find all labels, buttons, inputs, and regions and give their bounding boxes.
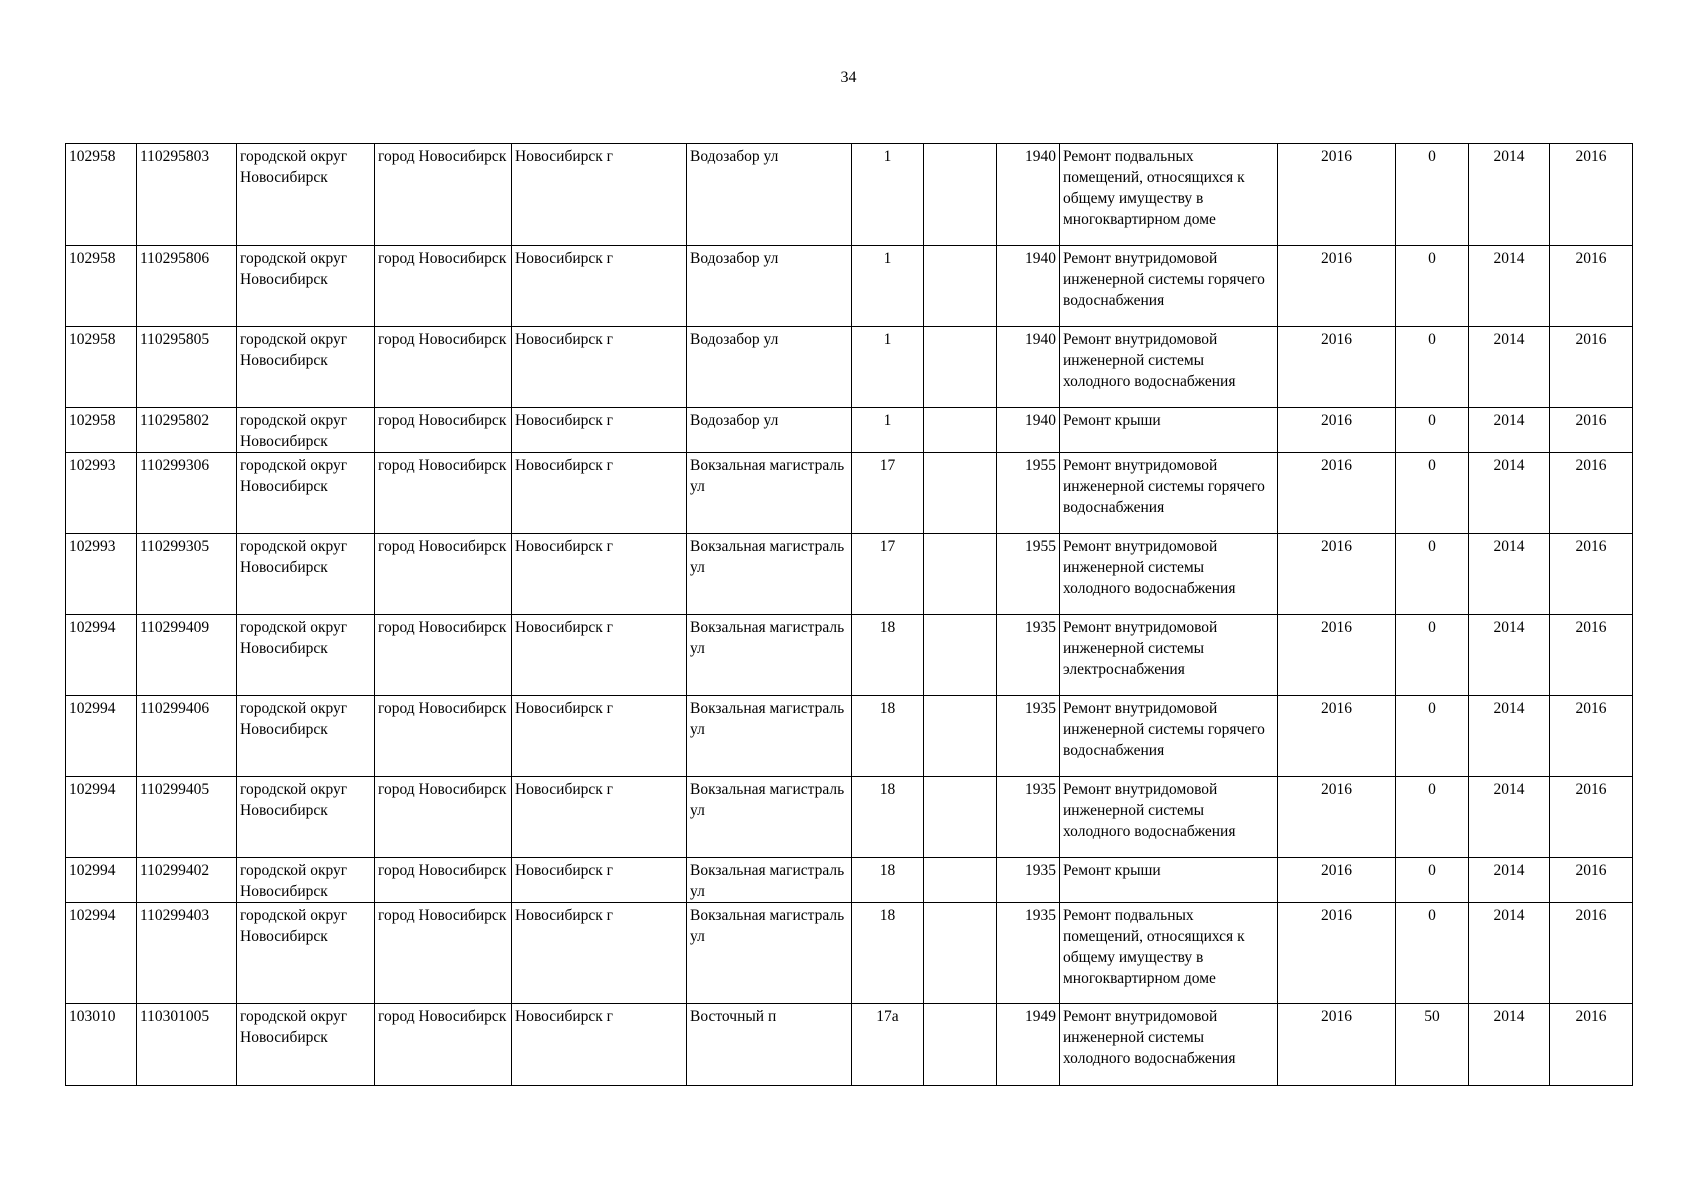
record-id-cell: 102994 [66,903,137,1004]
work-type-cell: Ремонт внутридомовой инженерной системы горячего водоснабжения [1060,453,1278,534]
house-number-cell: 1 [852,246,924,327]
municipality-cell: городской округ Новосибирск [237,777,375,858]
percent-cell: 0 [1396,615,1469,696]
settlement-cell: город Новосибирск [375,1004,512,1086]
start-year-cell: 2014 [1469,144,1550,246]
building-cell [924,144,997,246]
house-number-cell: 18 [852,777,924,858]
settlement-cell: город Новосибирск [375,327,512,408]
end-year-cell: 2016 [1550,615,1633,696]
municipality-cell: городской округ Новосибирск [237,453,375,534]
percent-cell: 0 [1396,246,1469,327]
building-cell [924,453,997,534]
year-built-cell: 1935 [997,903,1060,1004]
year-built-cell: 1935 [997,615,1060,696]
settlement-cell: город Новосибирск [375,696,512,777]
municipality-cell: городской округ Новосибирск [237,327,375,408]
plan-year-cell: 2016 [1278,453,1396,534]
start-year-cell: 2014 [1469,534,1550,615]
record-id-cell: 103010 [66,1004,137,1086]
locality-cell: Новосибирск г [512,246,687,327]
page-number: 34 [840,69,857,86]
house-number-cell: 1 [852,327,924,408]
table-row [66,534,1633,615]
table-row [66,327,1633,408]
table-row [66,408,1633,453]
percent-cell: 0 [1396,144,1469,246]
start-year-cell: 2014 [1469,246,1550,327]
start-year-cell: 2014 [1469,777,1550,858]
settlement-cell: город Новосибирск [375,246,512,327]
building-cell [924,615,997,696]
end-year-cell: 2016 [1550,453,1633,534]
item-id-cell: 110299409 [137,615,237,696]
percent-cell: 0 [1396,534,1469,615]
item-id-cell: 110295805 [137,327,237,408]
start-year-cell: 2014 [1469,1004,1550,1086]
work-type-cell: Ремонт внутридомовой инженерной системы холодного водоснабжения [1060,534,1278,615]
locality-cell: Новосибирск г [512,858,687,903]
street-cell: Восточный п [687,1004,852,1086]
table-row [66,777,1633,858]
year-built-cell: 1955 [997,534,1060,615]
record-id-cell: 102994 [66,696,137,777]
percent-cell: 0 [1396,777,1469,858]
record-id-cell: 102994 [66,615,137,696]
municipality-cell: городской округ Новосибирск [237,1004,375,1086]
street-cell: Вокзальная магистраль ул [687,453,852,534]
item-id-cell: 110295802 [137,408,237,453]
street-cell: Вокзальная магистраль ул [687,777,852,858]
plan-year-cell: 2016 [1278,144,1396,246]
municipality-cell: городской округ Новосибирск [237,903,375,1004]
item-id-cell: 110295803 [137,144,237,246]
plan-year-cell: 2016 [1278,408,1396,453]
year-built-cell: 1949 [997,1004,1060,1086]
building-cell [924,903,997,1004]
record-id-cell: 102994 [66,777,137,858]
plan-year-cell: 2016 [1278,858,1396,903]
street-cell: Вокзальная магистраль ул [687,615,852,696]
percent-cell: 0 [1396,408,1469,453]
work-type-cell: Ремонт внутридомовой инженерной системы электроснабжения [1060,615,1278,696]
end-year-cell: 2016 [1550,696,1633,777]
record-id-cell: 102994 [66,858,137,903]
plan-year-cell: 2016 [1278,1004,1396,1086]
municipality-cell: городской округ Новосибирск [237,246,375,327]
percent-cell: 0 [1396,858,1469,903]
settlement-cell: город Новосибирск [375,777,512,858]
record-id-cell: 102958 [66,327,137,408]
percent-cell: 0 [1396,903,1469,1004]
locality-cell: Новосибирск г [512,408,687,453]
building-cell [924,777,997,858]
year-built-cell: 1940 [997,327,1060,408]
item-id-cell: 110299305 [137,534,237,615]
work-type-cell: Ремонт подвальных помещений, относящихся к общему имуществу в многоквартирном доме [1060,903,1278,1004]
house-number-cell: 18 [852,615,924,696]
work-type-cell: Ремонт внутридомовой инженерной системы горячего водоснабжения [1060,246,1278,327]
percent-cell: 0 [1396,327,1469,408]
locality-cell: Новосибирск г [512,615,687,696]
settlement-cell: город Новосибирск [375,858,512,903]
building-cell [924,1004,997,1086]
work-type-cell: Ремонт внутридомовой инженерной системы холодного водоснабжения [1060,1004,1278,1086]
item-id-cell: 110299306 [137,453,237,534]
year-built-cell: 1940 [997,144,1060,246]
settlement-cell: город Новосибирск [375,534,512,615]
end-year-cell: 2016 [1550,408,1633,453]
settlement-cell: город Новосибирск [375,144,512,246]
locality-cell: Новосибирск г [512,777,687,858]
table-row [66,144,1633,246]
street-cell: Вокзальная магистраль ул [687,858,852,903]
house-number-cell: 17 [852,453,924,534]
year-built-cell: 1935 [997,858,1060,903]
record-id-cell: 102993 [66,534,137,615]
building-cell [924,858,997,903]
building-cell [924,696,997,777]
record-id-cell: 102993 [66,453,137,534]
end-year-cell: 2016 [1550,777,1633,858]
street-cell: Вокзальная магистраль ул [687,903,852,1004]
start-year-cell: 2014 [1469,453,1550,534]
locality-cell: Новосибирск г [512,327,687,408]
locality-cell: Новосибирск г [512,696,687,777]
item-id-cell: 110299403 [137,903,237,1004]
table-row [66,696,1633,777]
record-id-cell: 102958 [66,246,137,327]
municipality-cell: городской округ Новосибирск [237,858,375,903]
house-number-cell: 1 [852,144,924,246]
year-built-cell: 1935 [997,696,1060,777]
work-type-cell: Ремонт подвальных помещений, относящихся к общему имуществу в многоквартирном доме [1060,144,1278,246]
item-id-cell: 110295806 [137,246,237,327]
table-row [66,246,1633,327]
building-cell [924,246,997,327]
municipality-cell: городской округ Новосибирск [237,144,375,246]
record-id-cell: 102958 [66,144,137,246]
plan-year-cell: 2016 [1278,615,1396,696]
plan-year-cell: 2016 [1278,777,1396,858]
settlement-cell: город Новосибирск [375,408,512,453]
work-type-cell: Ремонт внутридомовой инженерной системы холодного водоснабжения [1060,777,1278,858]
municipality-cell: городской округ Новосибирск [237,408,375,453]
building-cell [924,327,997,408]
work-type-cell: Ремонт крыши [1060,858,1278,903]
table-body [66,144,1633,1086]
street-cell: Водозабор ул [687,144,852,246]
end-year-cell: 2016 [1550,144,1633,246]
building-cell [924,534,997,615]
end-year-cell: 2016 [1550,246,1633,327]
settlement-cell: город Новосибирск [375,615,512,696]
street-cell: Водозабор ул [687,246,852,327]
year-built-cell: 1955 [997,453,1060,534]
plan-year-cell: 2016 [1278,327,1396,408]
street-cell: Вокзальная магистраль ул [687,696,852,777]
end-year-cell: 2016 [1550,903,1633,1004]
work-type-cell: Ремонт внутридомовой инженерной системы холодного водоснабжения [1060,327,1278,408]
plan-year-cell: 2016 [1278,246,1396,327]
year-built-cell: 1940 [997,246,1060,327]
house-number-cell: 18 [852,903,924,1004]
register-table [65,143,1633,1086]
municipality-cell: городской округ Новосибирск [237,696,375,777]
item-id-cell: 110299402 [137,858,237,903]
work-type-cell: Ремонт внутридомовой инженерной системы горячего водоснабжения [1060,696,1278,777]
plan-year-cell: 2016 [1278,534,1396,615]
record-id-cell: 102958 [66,408,137,453]
start-year-cell: 2014 [1469,696,1550,777]
municipality-cell: городской округ Новосибирск [237,534,375,615]
end-year-cell: 2016 [1550,534,1633,615]
table-row [66,858,1633,903]
house-number-cell: 18 [852,858,924,903]
start-year-cell: 2014 [1469,327,1550,408]
house-number-cell: 1 [852,408,924,453]
percent-cell: 50 [1396,1004,1469,1086]
item-id-cell: 110301005 [137,1004,237,1086]
year-built-cell: 1935 [997,777,1060,858]
percent-cell: 0 [1396,696,1469,777]
year-built-cell: 1940 [997,408,1060,453]
house-number-cell: 18 [852,696,924,777]
item-id-cell: 110299406 [137,696,237,777]
settlement-cell: город Новосибирск [375,453,512,534]
plan-year-cell: 2016 [1278,903,1396,1004]
street-cell: Вокзальная магистраль ул [687,534,852,615]
municipality-cell: городской округ Новосибирск [237,615,375,696]
locality-cell: Новосибирск г [512,453,687,534]
house-number-cell: 17 [852,534,924,615]
street-cell: Водозабор ул [687,408,852,453]
locality-cell: Новосибирск г [512,144,687,246]
locality-cell: Новосибирск г [512,903,687,1004]
start-year-cell: 2014 [1469,408,1550,453]
locality-cell: Новосибирск г [512,1004,687,1086]
street-cell: Водозабор ул [687,327,852,408]
work-type-cell: Ремонт крыши [1060,408,1278,453]
plan-year-cell: 2016 [1278,696,1396,777]
building-cell [924,408,997,453]
table-row [66,1004,1633,1086]
start-year-cell: 2014 [1469,903,1550,1004]
start-year-cell: 2014 [1469,615,1550,696]
table-row [66,903,1633,1004]
end-year-cell: 2016 [1550,1004,1633,1086]
start-year-cell: 2014 [1469,858,1550,903]
end-year-cell: 2016 [1550,327,1633,408]
locality-cell: Новосибирск г [512,534,687,615]
table-row [66,453,1633,534]
table-row [66,615,1633,696]
settlement-cell: город Новосибирск [375,903,512,1004]
item-id-cell: 110299405 [137,777,237,858]
percent-cell: 0 [1396,453,1469,534]
house-number-cell: 17а [852,1004,924,1086]
end-year-cell: 2016 [1550,858,1633,903]
